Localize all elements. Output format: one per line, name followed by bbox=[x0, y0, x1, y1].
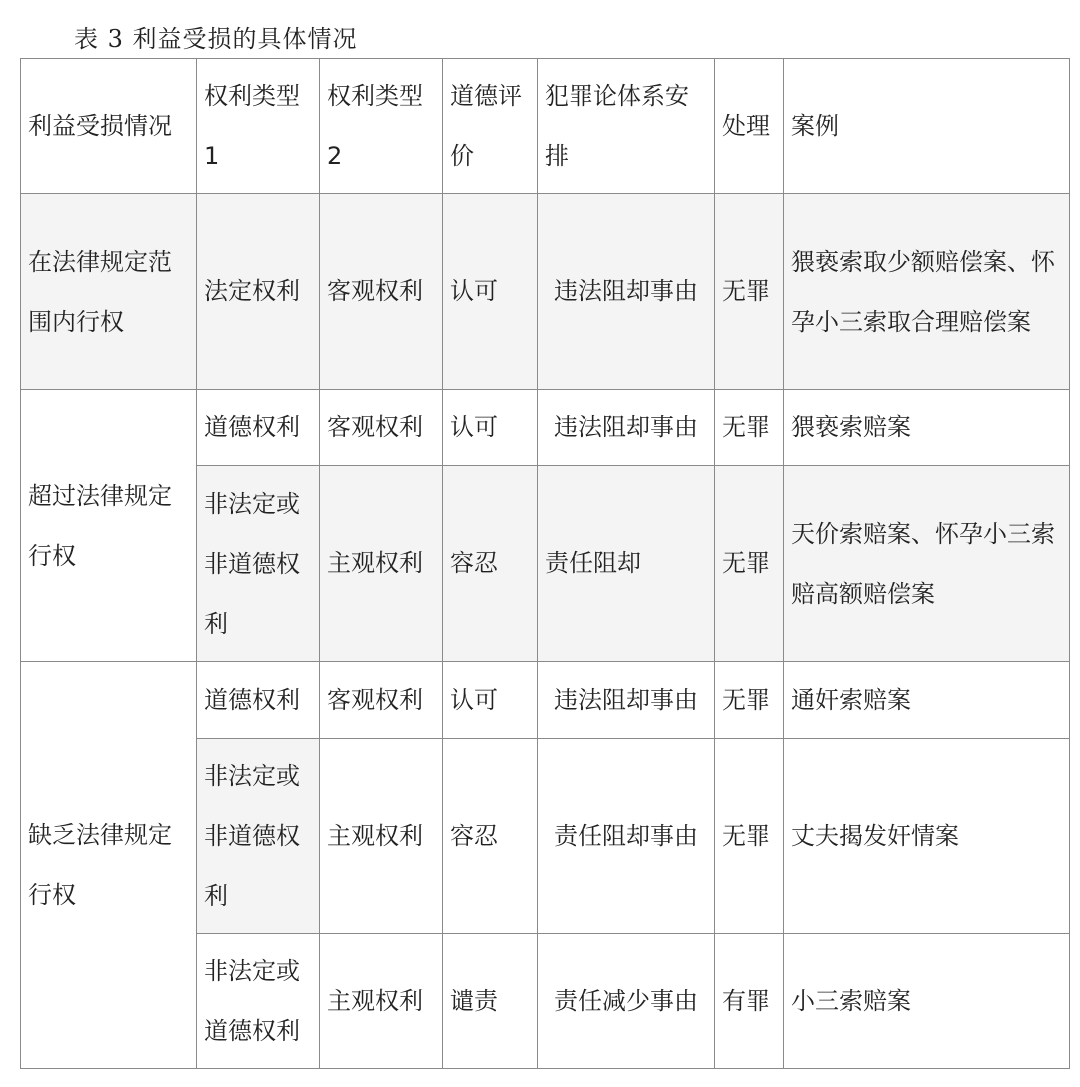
table-caption: 表 3 利益受损的具体情况 bbox=[74, 25, 358, 53]
header-moral: 道德评价 bbox=[443, 59, 538, 194]
header-case: 案例 bbox=[784, 59, 1070, 194]
header-right-type-2: 权利类型 2 bbox=[320, 59, 443, 194]
handling-cell: 无罪 bbox=[715, 390, 784, 466]
crime-system-cell: 违法阻却事由 bbox=[538, 662, 715, 739]
moral-cell: 认可 bbox=[443, 194, 538, 390]
crime-system-cell: 责任阻却事由 bbox=[538, 739, 715, 934]
right-type-1-cell: 道德权利 bbox=[197, 662, 320, 739]
header-row bbox=[21, 59, 1070, 194]
right-type-1-cell: 非法定或非道德权利 bbox=[197, 466, 320, 662]
case-cell: 小三索赔案 bbox=[784, 934, 1070, 1069]
header-situation: 利益受损情况 bbox=[21, 59, 197, 194]
moral-cell: 谴责 bbox=[443, 934, 538, 1069]
right-type-2-cell: 主观权利 bbox=[320, 466, 443, 662]
right-type-1-cell: 非法定或非道德权利 bbox=[197, 739, 320, 934]
right-type-1-cell: 非法定或道德权利 bbox=[197, 934, 320, 1069]
handling-cell: 无罪 bbox=[715, 466, 784, 662]
header-handling: 处理 bbox=[715, 59, 784, 194]
crime-system-cell: 责任减少事由 bbox=[538, 934, 715, 1069]
right-type-2-cell: 主观权利 bbox=[320, 739, 443, 934]
case-cell: 猥亵索赔案 bbox=[784, 390, 1070, 466]
handling-cell: 无罪 bbox=[715, 739, 784, 934]
crime-system-cell: 责任阻却 bbox=[538, 466, 715, 662]
right-type-1-cell: 道德权利 bbox=[197, 390, 320, 466]
situation-cell: 在法律规定范围内行权 bbox=[21, 194, 197, 390]
moral-cell: 认可 bbox=[443, 390, 538, 466]
right-type-2-cell: 客观权利 bbox=[320, 662, 443, 739]
right-type-2-cell: 客观权利 bbox=[320, 390, 443, 466]
crime-system-cell: 违法阻却事由 bbox=[538, 194, 715, 390]
situation-cell: 超过法律规定行权 bbox=[21, 390, 197, 662]
moral-cell: 认可 bbox=[443, 662, 538, 739]
table-row bbox=[21, 194, 1070, 390]
right-type-1-cell: 法定权利 bbox=[197, 194, 320, 390]
handling-cell: 有罪 bbox=[715, 934, 784, 1069]
right-type-2-cell: 主观权利 bbox=[320, 934, 443, 1069]
right-type-2-cell: 客观权利 bbox=[320, 194, 443, 390]
table-row bbox=[21, 390, 1070, 466]
case-cell: 丈夫揭发奸情案 bbox=[784, 739, 1070, 934]
damage-situation-table bbox=[20, 58, 1070, 1069]
case-cell: 通奸索赔案 bbox=[784, 662, 1070, 739]
crime-system-cell: 违法阻却事由 bbox=[538, 390, 715, 466]
situation-cell: 缺乏法律规定行权 bbox=[21, 662, 197, 1069]
case-cell: 猥亵索取少额赔偿案、怀孕小三索取合理赔偿案 bbox=[784, 194, 1070, 390]
header-right-type-1: 权利类型 1 bbox=[197, 59, 320, 194]
case-cell: 天价索赔案、怀孕小三索赔高额赔偿案 bbox=[784, 466, 1070, 662]
header-crime-system: 犯罪论体系安排 bbox=[538, 59, 715, 194]
handling-cell: 无罪 bbox=[715, 194, 784, 390]
moral-cell: 容忍 bbox=[443, 739, 538, 934]
handling-cell: 无罪 bbox=[715, 662, 784, 739]
moral-cell: 容忍 bbox=[443, 466, 538, 662]
table-row bbox=[21, 662, 1070, 739]
